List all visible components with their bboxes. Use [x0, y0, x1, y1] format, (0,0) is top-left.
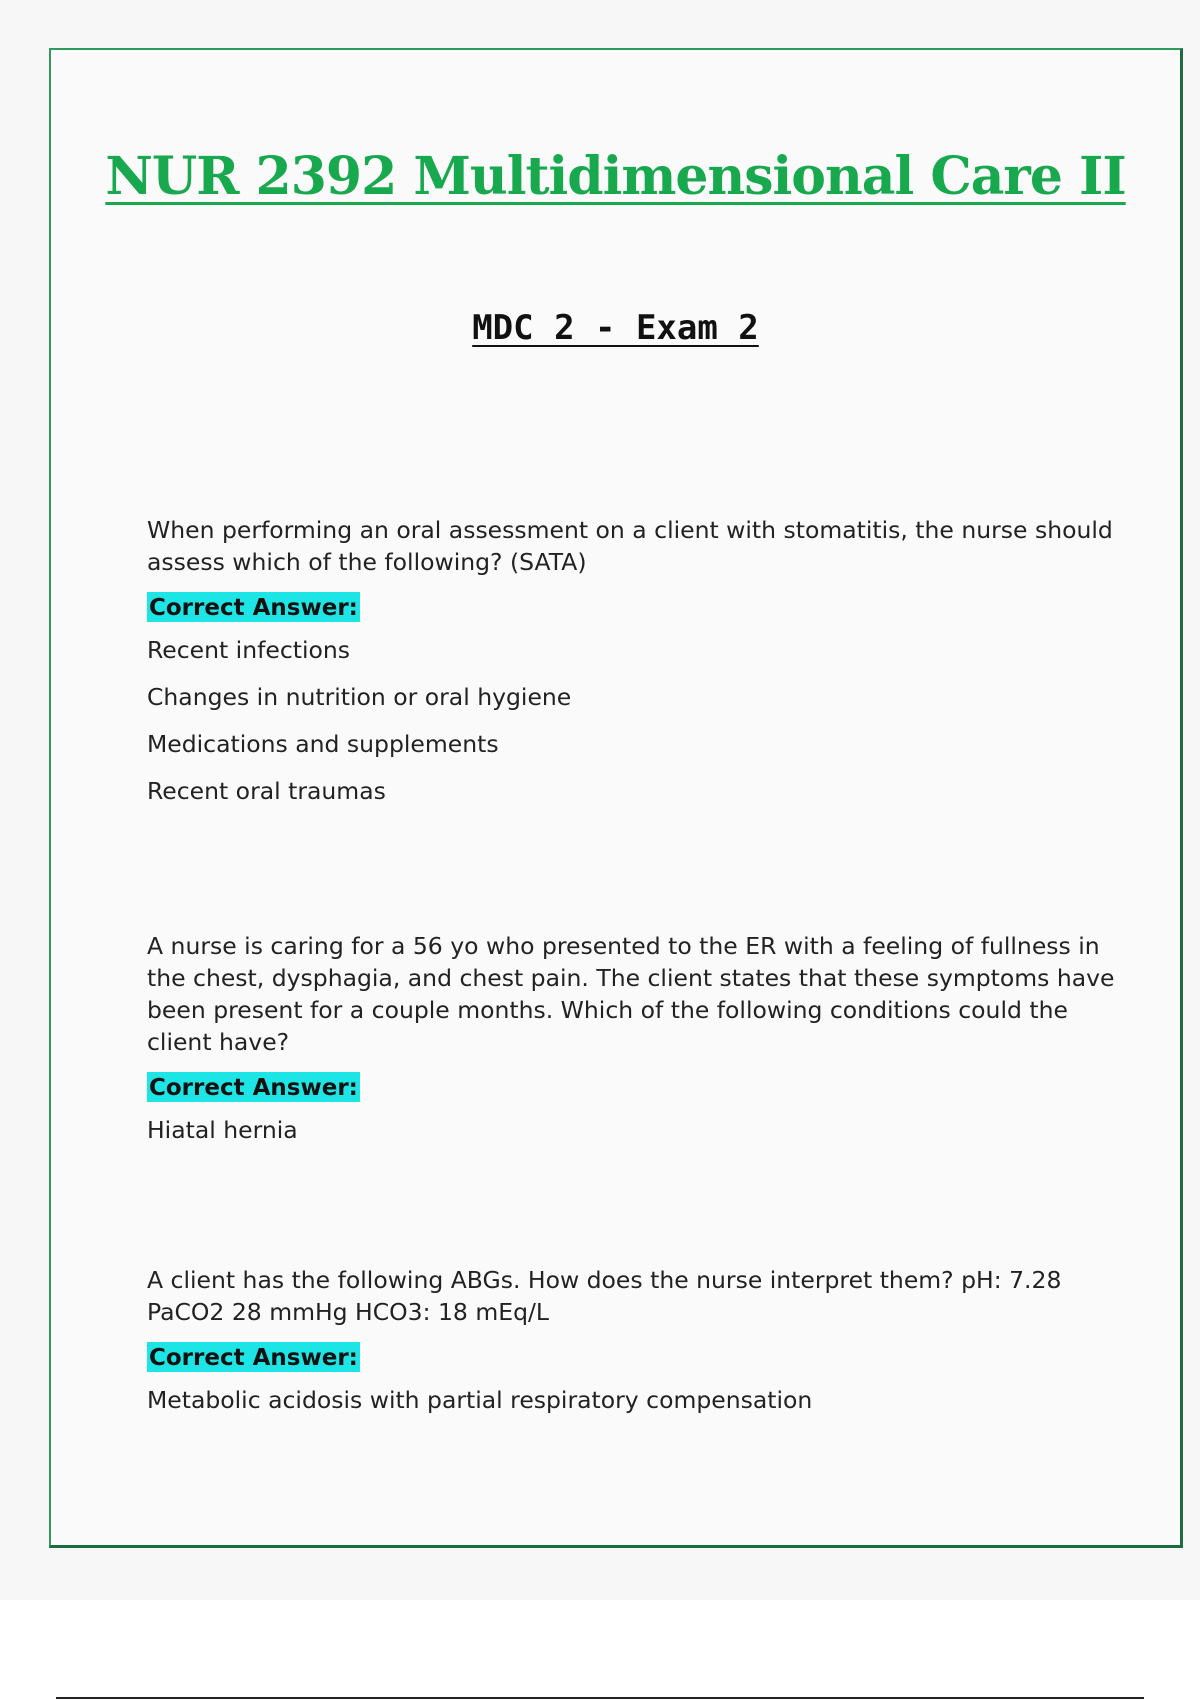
document-title: NUR 2392 Multidimensional Care II [105, 146, 1126, 207]
correct-answer-label: Correct Answer: [147, 1072, 360, 1102]
next-page-area [0, 1600, 1200, 1700]
answer-item: Recent oral traumas [147, 777, 386, 805]
question-block [147, 1264, 1137, 1431]
question-text: A client has the following ABGs. How does the nurse interpret them? pH: 7.28 PaCO2 28 mmHg HCO3: 18 mEq/L [147, 1266, 1062, 1326]
answer-item: Recent infections [147, 636, 351, 664]
correct-answer-label: Correct Answer: [147, 1342, 360, 1372]
question-text: When performing an oral assessment on a client with stomatitis, the nurse should assess which of the following? (SATA) [147, 516, 1113, 576]
question-text: A nurse is caring for a 56 yo who presented to the ER with a feeling of fullness in the chest, dysphagia, and chest pain. The client states that these symptoms have been present for a couple months. Which of the following conditions could the client have? [147, 932, 1115, 1056]
question-block [147, 930, 1137, 1161]
correct-answer-label: Correct Answer: [147, 592, 360, 622]
answer-item: Hiatal hernia [147, 1116, 298, 1144]
answer-item: Changes in nutrition or oral hygiene [147, 683, 572, 711]
question-block [147, 514, 1137, 822]
page-divider [56, 1697, 1144, 1699]
answer-list [147, 634, 1137, 807]
document-page [49, 48, 1183, 1548]
answer-list [147, 1384, 1137, 1416]
exam-subtitle: MDC 2 - Exam 2 [472, 308, 759, 348]
answer-list [147, 1114, 1137, 1146]
answer-item: Medications and supplements [147, 730, 499, 758]
answer-item: Metabolic acidosis with partial respiratory compensation [147, 1386, 813, 1414]
